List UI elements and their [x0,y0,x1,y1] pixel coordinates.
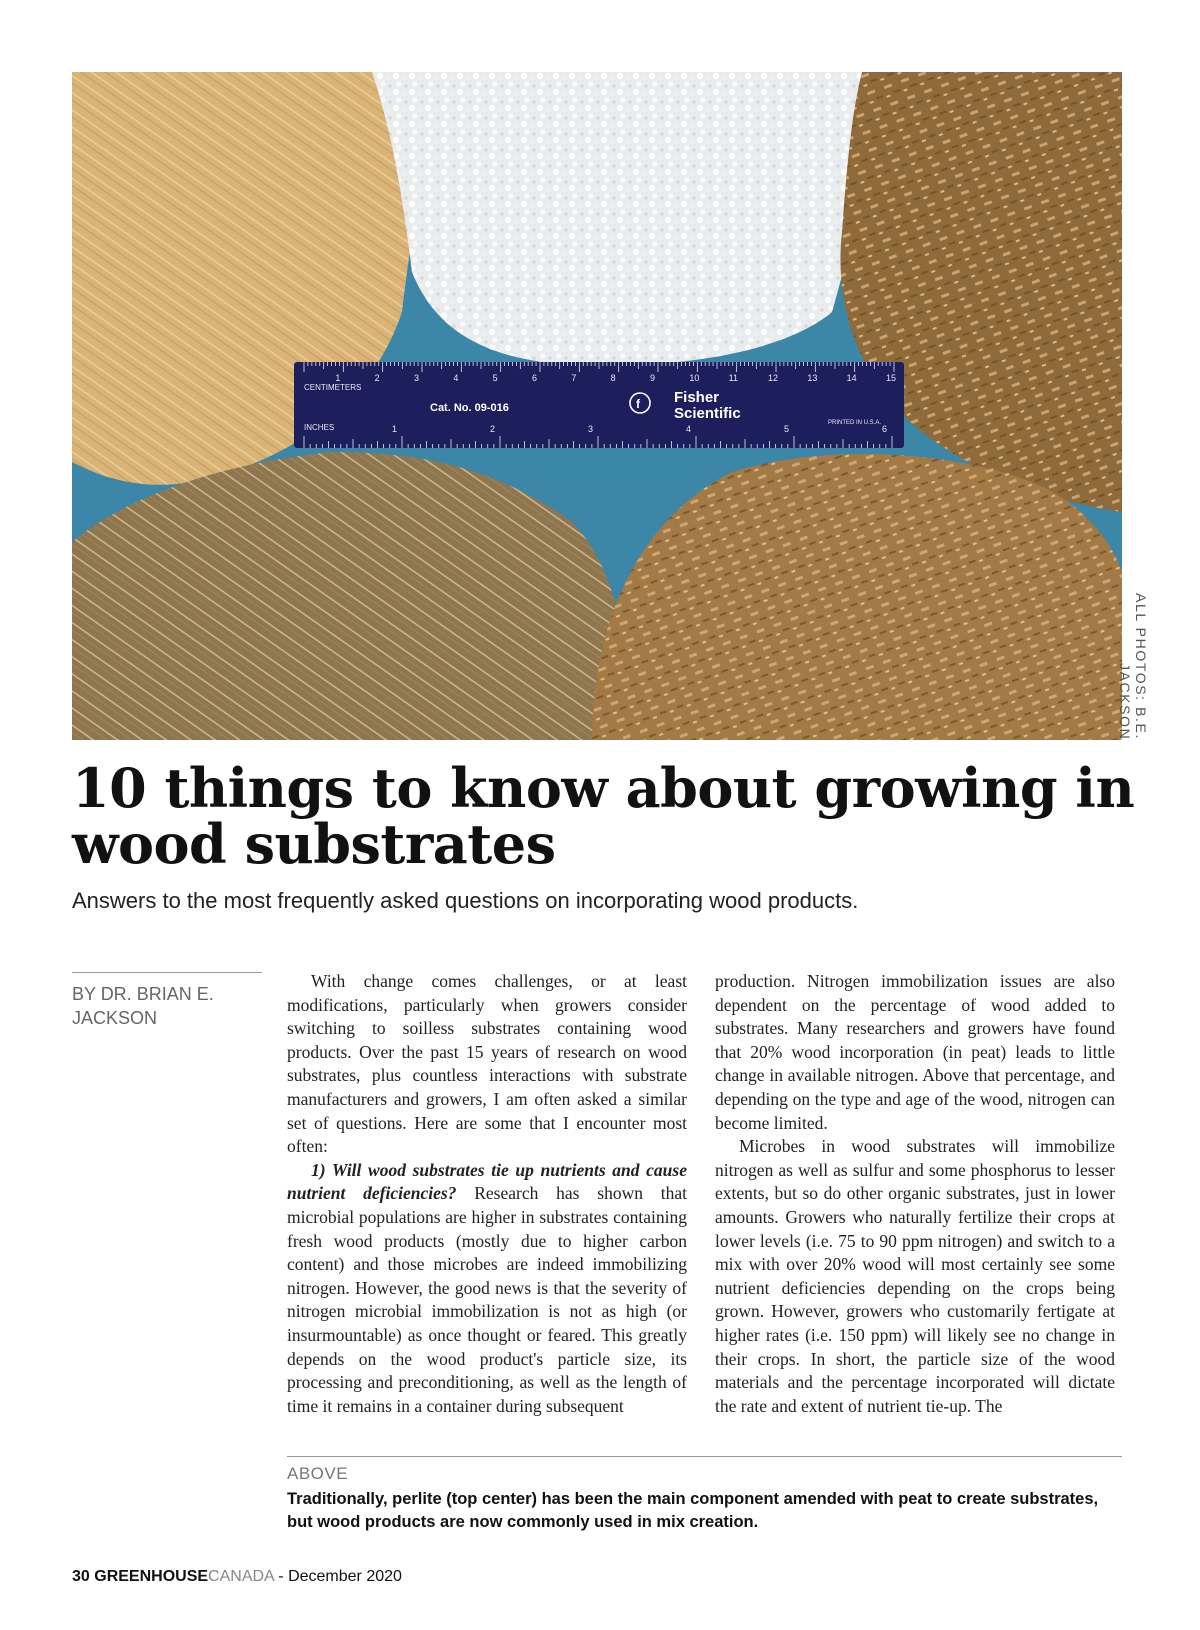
ruler-cm-tick-label: 4 [453,373,459,383]
caption-rule [287,1456,1122,1457]
ruler-inch-tick-label: 2 [490,424,496,434]
ruler-cm-tick-label: 3 [414,373,420,383]
ruler-inch-tick-label: 4 [686,424,692,434]
article-title: 10 things to know about growing in wood substrates [72,756,1135,876]
ruler-cat-no: Cat. No. 09-016 [430,402,509,414]
ruler-cm-tick-label: 7 [571,373,577,383]
body-column-2 [715,970,1115,1418]
substrate-photo-drawing [72,72,1122,740]
body-column-1 [287,970,687,1418]
body-paragraph: Microbes in wood substrates will immobilize nitrogen as well as sulfur and some phosphorus to lesser extents, but so do other organic substrates, just in lower amounts. Growers who naturally fertilize their crops at lower levels (i.e. 75 to 90 ppm nitrogen) and switch to a mix with over 20% wood will most certainly see some nutrient deficiencies depending on the crops being grown. However, growers who customarily fertigate at higher rates (i.e. 150 ppm) will likely see no change in their crops. In short, the particle size of the wood materials and the percentage incorporated will dictate the rate and extent of nutrient tie-up. The [715,1136,1115,1416]
magazine-name-suffix: CANADA [208,1568,274,1585]
ruler-cm-tick-label: 9 [650,373,656,383]
substrate-photo [72,72,1122,740]
ruler-inch-tick-label: 6 [882,424,888,434]
body-paragraph: production. Nitrogen immobilization issues are also dependent on the percentage of wood added to substrates. Many researchers and growers have found that 20% wood incorporation (in peat) leads to little change in available nitrogen. Above that percentage, and depending on the type and age of the wood, nitrogen can become limited. [715,971,1115,1133]
photo-caption: Traditionally, perlite (top center) has been the main component amended with peat to create substrates, but wood products are now commonly used in mix creation. [287,1490,1099,1531]
photo-credit: ALL PHOTOS: B.E. JACKSON [1117,593,1149,740]
magazine-name: GREENHOUSE [94,1568,209,1585]
article-subtitle: Answers to the most frequently asked questions on incorporating wood products. [72,888,859,913]
ruler-brand-line1: Fisher [674,389,720,406]
question-heading: 1) Will wood substrates tie up nutrients and cause nutrient deficiencies? [287,1159,687,1204]
footer-separator: - [273,1568,289,1585]
page-footer [72,1568,402,1586]
page-number: 30 [72,1568,90,1585]
ruler [294,362,904,448]
ruler-cm-tick-label: 8 [610,373,616,383]
ruler-cm-tick-label: 6 [532,373,538,383]
byline-rule [72,972,262,973]
body-paragraph-question [287,1159,687,1419]
ruler-inch-tick-label: 3 [588,424,594,434]
caption-label: ABOVE [287,1464,349,1483]
ruler-cm-tick-label: 10 [689,373,700,383]
svg-text:f: f [636,397,640,411]
ruler-cm-tick-label: 11 [728,373,739,383]
ruler-printed: PRINTED IN U.S.A. [828,420,882,426]
ruler-cm-tick-label: 5 [492,373,498,383]
ruler-inch-tick-label: 1 [392,424,398,434]
ruler-cm-label: CENTIMETERS [304,383,362,392]
ruler-inch-label: INCHES [304,423,335,432]
ruler-cm-tick-label: 2 [374,373,380,383]
byline: BY DR. BRIAN E. JACKSON [72,984,214,1028]
ruler-cm-tick-label: 13 [807,373,818,383]
ruler-cm-tick-label: 1 [335,373,341,383]
issue-date: December 2020 [288,1568,402,1585]
ruler-cm-tick-label: 15 [886,373,897,383]
ruler-cm-tick-label: 14 [846,373,857,383]
question-answer: Research has shown that microbial populations are higher in substrates containing fresh wood products (mostly due to higher carbon content) and those microbes are indeed immobilizing nitrogen. However, the good news is that the severity of nitrogen microbial immobilization is not as high (or insurmountable) as once thought or feared. This greatly depends on the wood product's particle size, its processing and preconditioning, as well as the length of time it remains in a container during subsequent [287,1183,688,1416]
ruler-inch-tick-label: 5 [784,424,790,434]
ruler-brand-line2: Scientific [674,405,741,422]
ruler-cm-tick-label: 12 [768,373,779,383]
body-paragraph: With change comes challenges, or at least modifications, particularly when growers consider switching to soilless substrates containing wood products. Over the past 15 years of research on wood substrates, plus countless interactions with substrate manufacturers and growers, I am often asked a similar set of questions. Here are some that I encounter most often: [287,971,687,1157]
